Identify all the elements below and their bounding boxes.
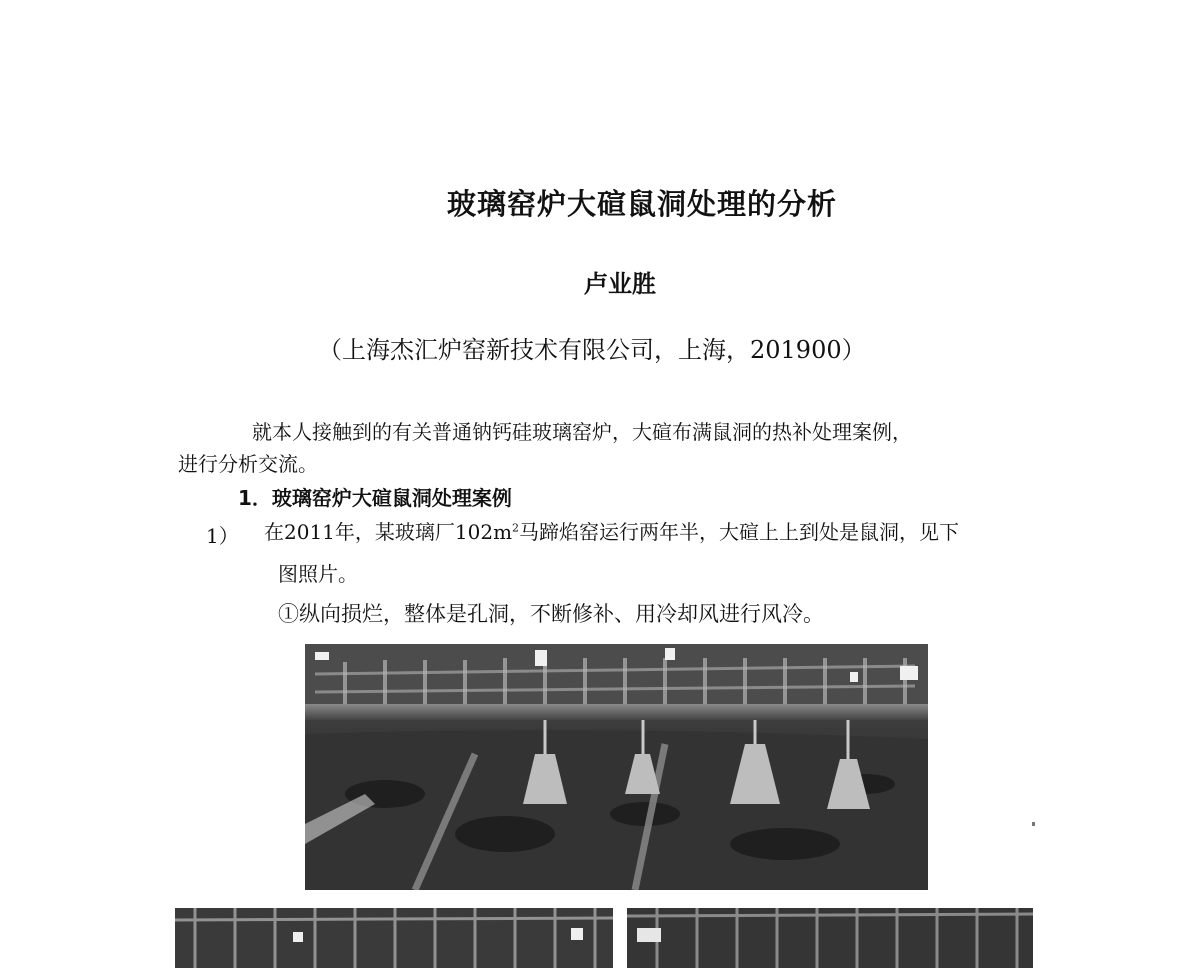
superscript-unit: 2 [512,521,520,535]
section-heading: 1．玻璃窑炉大碹鼠洞处理案例 [238,486,512,510]
intro-paragraph-line-1: 就本人接触到的有关普通钠钙硅玻璃窑炉，大碹布满鼠洞的热补处理案例， [252,420,912,444]
page-title: 玻璃窑炉大碹鼠洞处理的分析 [446,187,837,221]
intro-paragraph-line-2: 进行分析交流。 [178,452,318,476]
list-item-line-3: ①纵向损烂，整体是孔洞，不断修补、用冷却风进行风冷。 [278,602,824,626]
scan-speck [1032,822,1035,826]
author-name: 卢业胜 [584,269,656,298]
furnace-photo-right [627,908,1033,968]
furnace-crown-photo [305,644,928,890]
list-item-number: 1） [206,524,239,548]
list-item-line-2: 图照片。 [278,562,358,586]
author-affiliation: （上海杰汇炉窑新技术有限公司，上海，201900） [318,336,866,364]
furnace-photo-left-graphic [175,908,613,968]
furnace-crown-photo-graphic [305,644,928,890]
list-item-text-post: 马蹄焰窑运行两年半，大碹上上到处是鼠洞，见下 [519,520,960,544]
furnace-photo-right-graphic [627,908,1033,968]
list-item-text-pre: 在2011年，某玻璃厂102m [264,520,513,544]
furnace-photo-left [175,908,613,968]
list-item-line-1 [264,520,959,544]
